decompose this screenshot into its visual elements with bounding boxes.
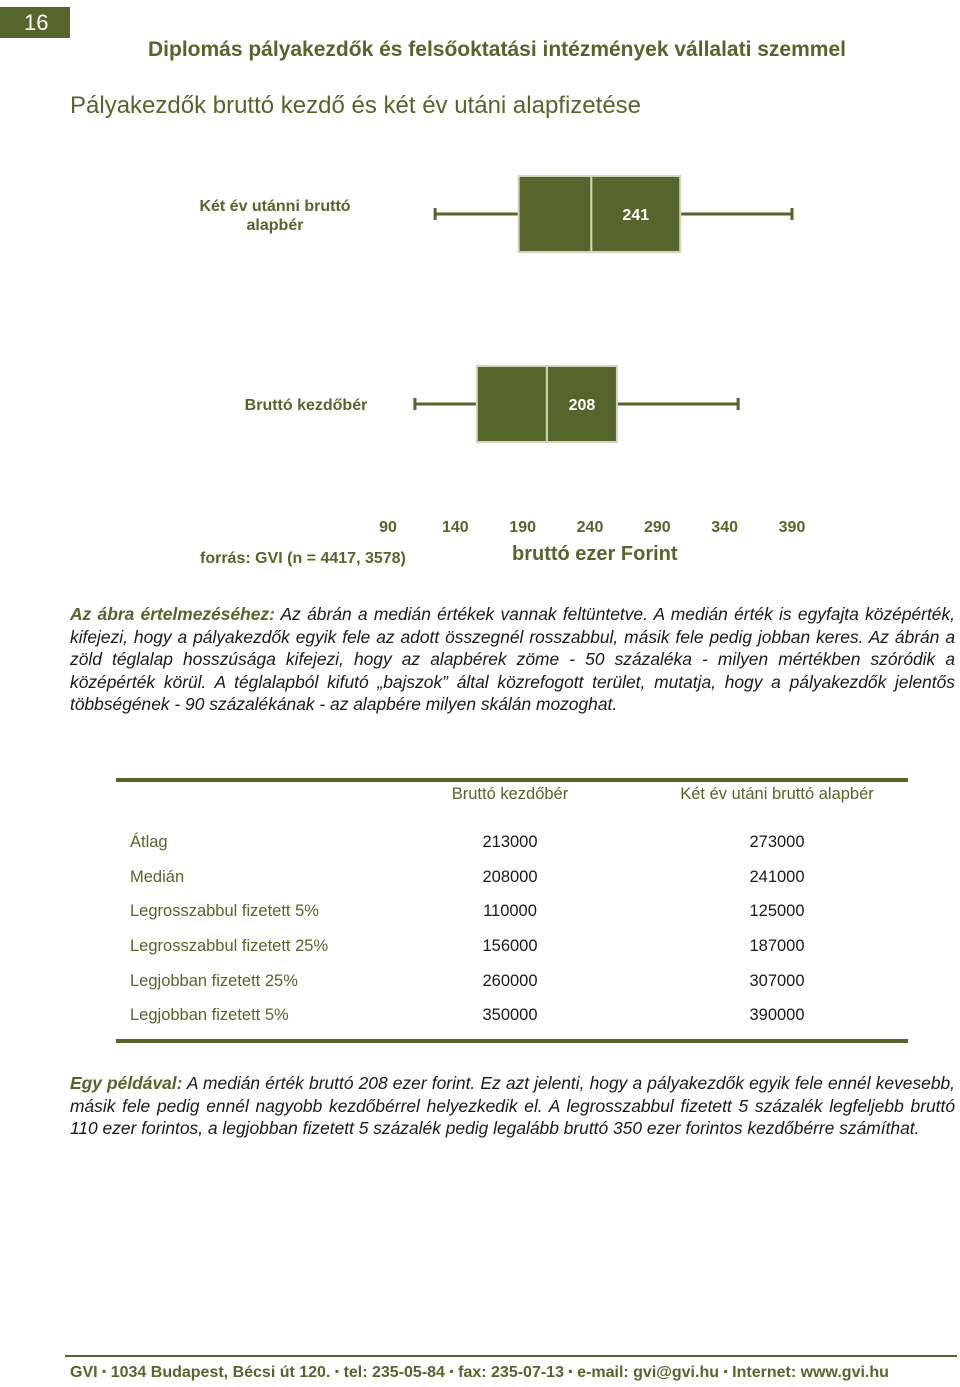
footer-separator: ▪ bbox=[102, 1364, 107, 1378]
footer-address: 1034 Budapest, Bécsi út 120. bbox=[110, 1364, 331, 1381]
cell-starting: 213000 bbox=[482, 833, 538, 851]
cell-starting: 260000 bbox=[482, 972, 538, 990]
category-label-line: alapbér bbox=[246, 217, 304, 234]
header-title: Diplomás pályakezdők és felsőoktatási intézmények vállalati szemmel bbox=[148, 38, 846, 61]
cell-starting: 208000 bbox=[482, 868, 538, 886]
cell-two-year: 390000 bbox=[749, 1006, 805, 1024]
x-tick-label: 240 bbox=[576, 519, 604, 536]
x-axis-label: bruttó ezer Forint bbox=[512, 543, 678, 565]
x-tick-label: 190 bbox=[509, 519, 536, 536]
category-label-two-year bbox=[180, 197, 370, 235]
footer-rule bbox=[65, 1355, 957, 1357]
x-tick-label: 390 bbox=[778, 519, 806, 536]
footer-separator: ▪ bbox=[334, 1364, 340, 1378]
boxplot-chart bbox=[0, 0, 960, 600]
cell-starting: 110000 bbox=[483, 902, 537, 920]
cell-two-year: 241000 bbox=[749, 868, 805, 886]
boxplot-svg bbox=[0, 0, 960, 600]
page-number: 16 bbox=[0, 7, 70, 38]
x-tick-label: 140 bbox=[441, 519, 469, 536]
row-label: Legrosszabbul fizetett 25% bbox=[130, 937, 329, 955]
category-label-line: Két év utánni bruttó bbox=[199, 198, 351, 215]
footer-fax: fax: 235-07-13 bbox=[458, 1364, 564, 1381]
source-note: forrás: GVI (n = 4417, 3578) bbox=[200, 550, 406, 567]
row-label: Legrosszabbul fizetett 5% bbox=[130, 902, 319, 920]
row-label: Medián bbox=[130, 868, 185, 886]
median-label: 208 bbox=[568, 397, 596, 414]
cell-two-year: 187000 bbox=[749, 937, 805, 955]
example-lead: Egy példával: bbox=[70, 1073, 183, 1093]
section-title: Pályakezdők bruttó kezdő és két év utáni alapfizetése bbox=[70, 92, 642, 119]
example-paragraph bbox=[70, 1072, 955, 1140]
footer-email[interactable]: e-mail: gvi@gvi.hu bbox=[577, 1364, 719, 1381]
column-header-starting: Bruttó kezdőbér bbox=[451, 785, 569, 803]
table-top-rule bbox=[116, 778, 908, 782]
footer-separator: ▪ bbox=[449, 1364, 454, 1378]
footer-org: GVI bbox=[70, 1364, 98, 1381]
x-tick-label: 90 bbox=[379, 519, 397, 536]
row-label: Legjobban fizetett 25% bbox=[130, 972, 298, 990]
category-label-starting bbox=[200, 396, 412, 415]
footer bbox=[70, 1364, 889, 1382]
cell-two-year: 273000 bbox=[749, 833, 805, 851]
footer-separator: ▪ bbox=[723, 1364, 728, 1378]
cell-two-year: 125000 bbox=[749, 902, 805, 920]
cell-starting: 350000 bbox=[482, 1006, 538, 1024]
box-lower-quartile bbox=[519, 176, 592, 252]
example-text: A medián érték bruttó 208 ezer forint. Ez azt jelenti, hogy a pályakezdők egyik fele ennél kevesebb, másik fele pedig ennél nagyobb kezdőbérrel helyezkedik el. A legrosszabbul fizetett 5 százalék legfeljebb bruttó 110 ezer forintos, a legjobban fizetett 5 százalék pedig legalább bruttó 350 ezer forintos kezdőbérre számíthat. bbox=[70, 1073, 955, 1138]
interpretation-lead: Az ábra értelmezéséhez: bbox=[70, 604, 275, 624]
x-tick-label: 290 bbox=[643, 519, 671, 536]
footer-website[interactable]: Internet: www.gvi.hu bbox=[732, 1364, 889, 1381]
median-label: 241 bbox=[622, 207, 650, 224]
interpretation-paragraph bbox=[70, 603, 955, 716]
box-lower-quartile bbox=[477, 366, 547, 442]
table-bottom-rule bbox=[116, 1039, 908, 1043]
cell-two-year: 307000 bbox=[749, 972, 805, 990]
x-tick-label: 340 bbox=[711, 519, 738, 536]
footer-phone: tel: 235-05-84 bbox=[343, 1364, 445, 1381]
category-label-line: Bruttó kezdőbér bbox=[244, 397, 368, 414]
column-header-two-year: Két év utáni bruttó alapbér bbox=[680, 785, 874, 803]
cell-starting: 156000 bbox=[482, 937, 538, 955]
row-label: Legjobban fizetett 5% bbox=[130, 1006, 289, 1024]
interpretation-text: Az ábrán a medián értékek vannak feltüntetve. A medián érték is egyfajta középérték, kifejezi, hogy a pályakezdők egyik fele az adott összegnél rosszabbul, másik fele pedig jobban keres. Az ábrán a zöld téglalap hosszúsága kifejezi, hogy az alapbérek zöme - 50 százaléka - milyen mértékben szóródik a középérték körül. A téglalapból kifutó „bajszok” által közrefogott terület, mutatja, hogy a pályakezdők jelentős többségének - 90 százalékának - az alapbére milyen skálán mozoghat. bbox=[70, 604, 955, 714]
row-label: Átlag bbox=[130, 833, 168, 851]
footer-separator: ▪ bbox=[568, 1364, 573, 1378]
